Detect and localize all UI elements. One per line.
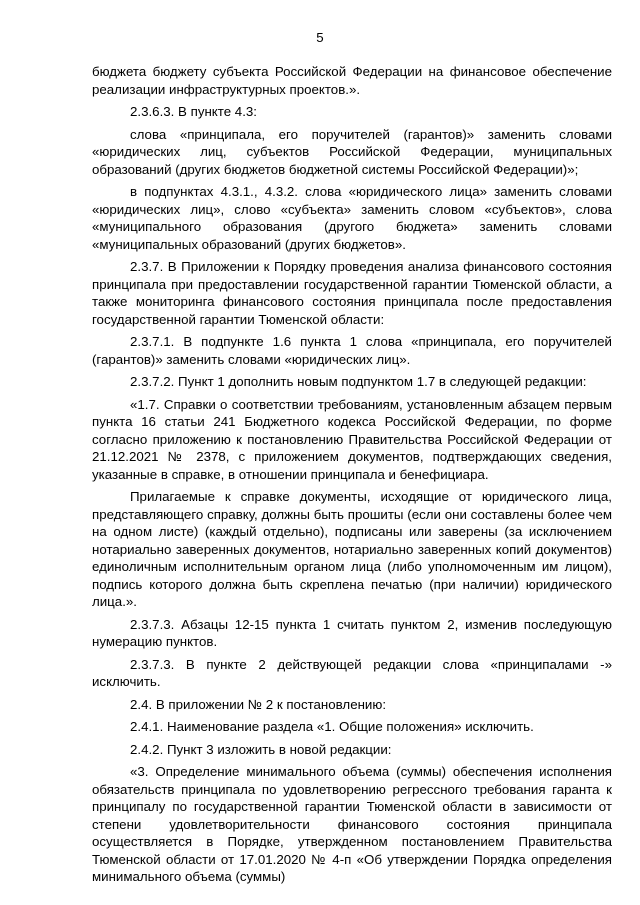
paragraph: в подпунктах 4.3.1., 4.3.2. слова «юридического лица» заменить словами «юридических лиц», слово «субъекта» заменить словом «субъектов», слова «муниципального образования (другого бюджета» заменить словами «муниципальных образований (других бюджетов». <box>92 184 612 252</box>
paragraph: Прилагаемые к справке документы, исходящие от юридического лица, представляющего справку, должны быть прошиты (если они составлены более чем на одном листе) (каждый отдельно), подписаны или заверены (за исключением нотариально заверенных документов, нотариально заверенных копий документов) единоличным исполнительным органом лица (либо уполномоченным им лицом), подпись которого должна быть скреплена печатью (при наличии) юридического лица.». <box>92 489 612 609</box>
paragraph: 2.3.7.3. Абзацы 12-15 пункта 1 считать пунктом 2, изменив последующую нумерацию пунктов. <box>92 616 612 649</box>
paragraph: 2.3.7.1. В подпункте 1.6 пункта 1 слова «принципала, его поручителей (гарантов)» заменить словами «юридических лиц». <box>92 334 612 367</box>
paragraph: бюджета бюджету субъекта Российской Федерации на финансовое обеспечение реализации инфраструктурных проектов.». <box>92 64 612 97</box>
paragraph: 2.4. В приложении № 2 к постановлению: <box>130 696 387 712</box>
paragraph: 2.3.7.2. Пункт 1 дополнить новым подпунктом 1.7 в следующей редакции: <box>130 374 587 389</box>
paragraph: слова «принципала, его поручителей (гарантов)» заменить словами «юридических лиц, субъектов Российской Федерации, муниципальных образований (других бюджетов бюджетной системы Российской Федерации)»; <box>92 126 612 177</box>
document-body <box>92 63 612 891</box>
paragraph: 2.3.7. В Приложении к Порядку проведения анализа финансового состояния принципала при предоставлении государственной гарантии Тюменской области, а также мониторинга финансового состояния принципала после предоставления государственной гарантии Тюменской области: <box>92 259 612 327</box>
paragraph: 2.4.2. Пункт 3 изложить в новой редакции: <box>130 741 392 757</box>
paragraph: «3. Определение минимального объема (суммы) обеспечения исполнения обязательств принципала по удовлетворению регрессного требования гаранта к принципалу по государственной гарантии Тюменской области в зависимости от степени удовлетворительности финансового состояния принципала осуществляется в Порядке, утвержденном постановлением Правительства Тюменской области от 17.01.2020 № 4-п «Об утверждении Порядка определения минимального объема (суммы) <box>92 764 612 884</box>
paragraph: 2.3.7.3. В пункте 2 действующей редакции слова «принципалами -» исключить. <box>92 656 612 689</box>
paragraph: 2.4.1. Наименование раздела «1. Общие положения» исключить. <box>130 719 534 734</box>
paragraph: 2.3.6.3. В пункте 4.3: <box>130 104 257 119</box>
paragraph: «1.7. Справки о соответствии требованиям, установленным абзацем первым пункта 16 статьи 241 Бюджетного кодекса Российской Федерации, по форме согласно приложению к постановлению Правительства Российской Федерации от 21.12.2021 № 2378, с приложением документов, подтверждающих сведения, указанные в справке, в отношении принципала и бенефициара. <box>92 396 612 482</box>
page-number: 5 <box>316 30 324 45</box>
